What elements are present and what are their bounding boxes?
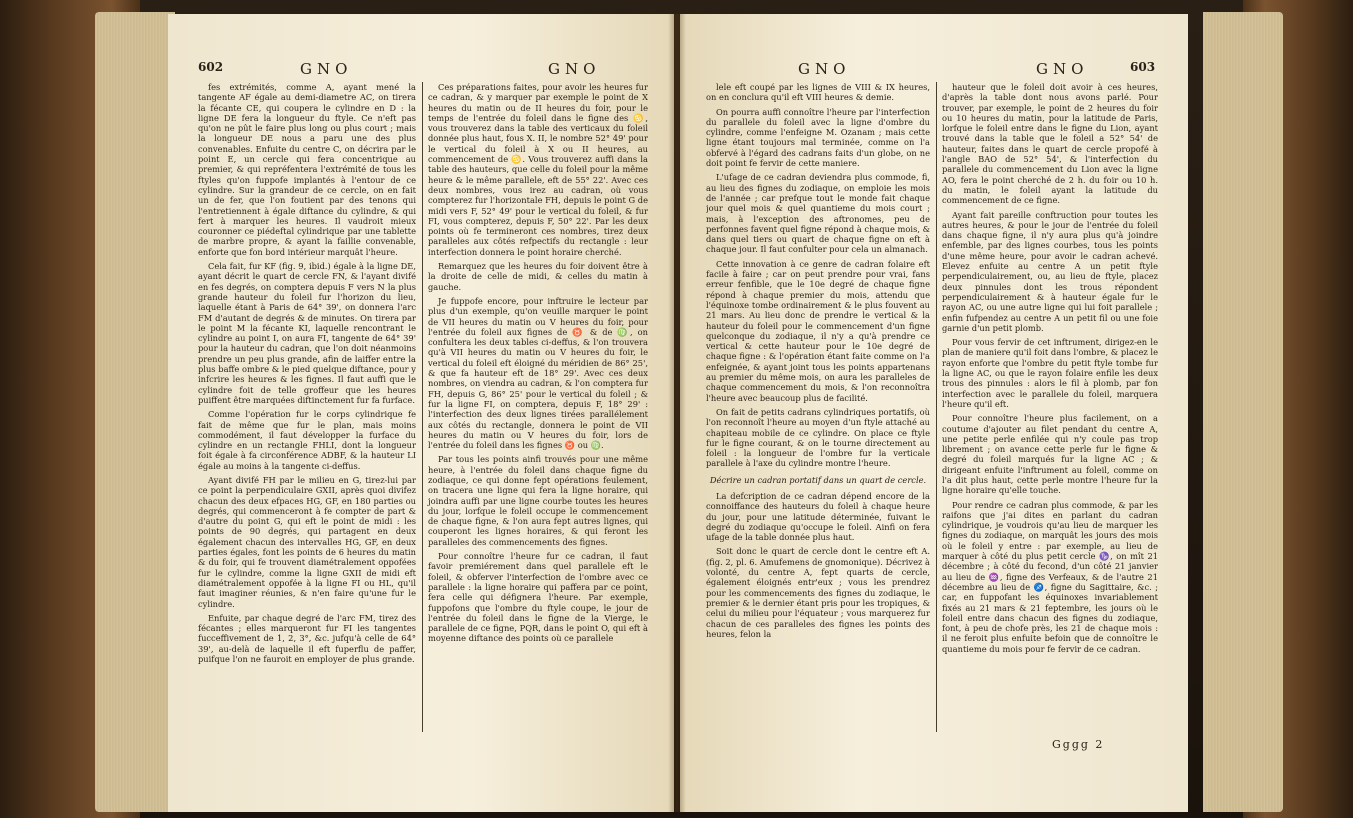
right-page-column-2 [936, 82, 1158, 732]
paragraph: Ayant divifé FH par le milieu en G, tirez-lui par ce point la perpendiculaire GXII, après quoi divifez chacun des deux efpaces HG, GF, en 180 parties ou degrés, qui commenceront à fe compter de part & d'autre du point G, qui eft le point de midi : les points de 90 degrés, qui partagent en deux également chacun des intervalles HG, GF, en deux parties égales, font les points de 6 heures du matin & du foir, qui fe trouvent diamétralement oppofées fur le cylindre, comme la ligne GXII de midi eft diamétralement oppofée à la ligne FI ou HL, qu'il faut imaginer réunies, & n'en faire qu'une fur le cylindre. [198, 474, 416, 609]
paragraph: Je fuppofe encore, pour inftruire le lecteur par plus d'un exemple, qu'on veuille marquer le point de VII heures du matin ou V heures du foir, pour l'entrée du foleil aux fignes de ♉ & de ♍, on confultera les deux tables ci-deffus, & l'on trouvera qu'à VII heures du matin ou V heures du foir, le vertical du foleil eft éloigné du méridien de 86° 25', & que fa hauteur eft de 18° 29'. Avec ces deux nombres, on viendra au cadran, & l'on comptera fur FH, depuis G, 86° 25' pour le vertical du foleil ; & fur la ligne FI, on comptera, depuis F, 18° 29' : l'interfection des deux lignes tirées parallélement aux côtés du rectangle, donnera le point de VII heures du matin ou V heures du foir, lors de l'entrée du foleil dans les fignes ♉ ou ♍. [428, 295, 648, 451]
section-heading: Décrire un cadran portatif dans un quart de cercle. [709, 474, 927, 485]
paragraph: Pour vous fervir de cet inftrument, dirigez-en le plan de maniere qu'il foit dans l'ombre, & placez le rayon enforte que l'ombre du petit ftyle tombe fur la ligne AC, ou que le rayon folaire enfile les deux trous des pinnules : alors le fil à plomb, par fon interfection avec le parallele du foleil, marquera l'heure qu'il eft. [942, 337, 1158, 409]
left-running-head-2: GNO [548, 60, 601, 78]
left-page-column-1 [198, 82, 416, 732]
paragraph: Ces préparations faites, pour avoir les heures fur ce cadran, & y marquer par exemple le point de X heures du matin ou de II heures du foir, pour le temps de l'entrée du foleil dans le figne des ♋, vous trouverez dans la table des verticaux du foleil donnée plus haut, fous X. II, le nombre 52° 49' pour le vertical du foleil à X ou II heures, au commencement de ♋. Vous trouverez auffi dans la table des hauteurs, que celle du foleil pour la même heure & le même parallele, eft de 55° 22'. Avec ces deux nombres, vous irez au cadran, où vous compterez fur l'horizontale FH, depuis le point G de midi vers F, 52° 49' pour le vertical du foleil, & fur FI, vous compterez, depuis F, 50° 22'. Par les deux points où fe termineront ces nombres, tirez deux paralleles aux côtés refpectifs du rectangle : leur interfection donnera le point horaire cherché. [428, 82, 648, 257]
left-page-column-2 [422, 82, 648, 732]
paragraph: Ayant fait pareille conftruction pour toutes les autres heures, & pour le jour de l'entrée du foleil dans chaque figne, il n'y aura plus qu'à joindre enfemble, par des lignes courbes, tous les points d'une même heure, pour avoir le cadran achevé. Elevez enfuite au centre A un petit ftyle perpendiculairement, ou, au lieu de ftyle, placez deux pinnules dont les trous répondent perpendiculairement & à hauteur égale fur le rayon AC, ou une autre ligne qui lui foit parallele ; enfin fufpendez au centre A un petit fil ou une foie garnie d'un petit plomb. [942, 209, 1158, 333]
paragraph: Soit donc le quart de cercle dont le centre eft A. (fig. 2, pl. 6. Amufemens de gnomonique). Décrivez à volonté, du centre A, fept quarts de cercle, également éloignés entr'eux ; vous les prendrez pour les commencements des fignes du zodiaque, le premier & le dernier étant pris pour les tropiques, & celui du milieu pour l'équateur ; vous marquerez fur chacun de ces paralleles des fignes les points des heures, felon la [706, 546, 930, 639]
paragraph: On fait de petits cadrans cylindriques portatifs, où l'on reconnoît l'heure au moyen d'un ftyle attaché au chapiteau mobile de ce cylindre. On place ce ftyle fur le figne courant, & on le tourne directement au foleil : la longueur de l'ombre fur la verticale parallele à l'axe du cylindre montre l'heure. [706, 406, 930, 469]
right-page-number: 603 [1130, 60, 1156, 74]
left-page-number: 602 [198, 60, 224, 74]
paragraph: Pour rendre ce cadran plus commode, & par les raifons que j'ai dites en parlant du cadran cylindrique, je voudrois qu'au lieu de marquer les fignes du zodiaque, on marquât les jours des mois où le foleil y entre : par exemple, au lieu de marquer à côté du plus petit cercle ♑, on mît 21 décembre ; à côté du fecond, d'un côté 21 janvier au lieu de ♒, figne des Verfeaux, & de l'autre 21 décembre au lieu de ♐, figne du Sagittaire, &c. ; car, en fuppofant les équinoxes invariablement fixés au 21 mars & 21 feptembre, les jours où le foleil entre dans chacun des fignes du zodiaque, font, à peu de chofe près, les 21 de chaque mois : il ne feroit plus enfuite befoin que de connoître le quantieme du mois pour fe fervir de ce cadran. [942, 499, 1158, 654]
signature-mark: Gggg 2 [1052, 738, 1105, 751]
right-page-header [680, 60, 1188, 82]
paragraph: Pour connoître l'heure plus facilement, on a coutume d'ajouter au filet pendant du centre A, une petite perle enfilée qui n'y coule pas trop librement ; on avance cette perle fur le figne & degré du foleil marqués fur la ligne AC ; & dirigeant enfuite l'inftrument au foleil, comme on l'a dit plus haut, cette perle montre l'heure fur la ligne horaire qu'elle touche. [942, 413, 1158, 496]
right-page-column-1 [706, 82, 930, 732]
paragraph: Cela fait, fur KF (fig. 9, ibid.) égale à la ligne DE, ayant décrit le quart de cercle FN, & l'ayant divifé en fes degrés, on comptera depuis F vers N la plus grande hauteur du foleil fur l'horizon du lieu, laquelle étant à Paris de 64° 39', on donnera l'arc FM d'autant de degrés & de minutes. On tirera par le point M la fécante KI, laquelle rencontrant le cylindre au point I, on aura FI, tangente de 64° 39' pour la hauteur du cadran, que l'on doit néanmoins prendre un peu plus grande, afin de laiffer entre la plus baffe ombre & le pied quelque diftance, pour y infcrire les heures & les fignes. Il faut auffi que le cylindre foit de telle groffeur que les heures puiffent être marquées diftinctement fur fa furface. [198, 261, 416, 405]
right-running-head-2: GNO [1036, 60, 1089, 78]
paragraph: Enfuite, par chaque degré de l'arc FM, tirez des fécantes ; elles marqueront fur FI les tangentes fucceffivement de 1, 2, 3°, &c. jufqu'à celle de 64° 39', au-delà de laquelle il eft fuperflu de paffer, puifque l'on ne fauroit en employer de plus grande. [198, 612, 416, 665]
right-running-head-1: GNO [798, 60, 851, 78]
paragraph: Par tous les points ainfi trouvés pour une même heure, à l'entrée du foleil dans chaque figne du zodiaque, ce qui donne fept opérations feulement, on tracera une ligne qui fera la ligne horaire, qui joindra auffi par une ligne courbe toutes les heures du jour, lorfque le foleil occupe le commencement de chaque figne, & l'on aura fept autres lignes, qui couperont les lignes horaires, & qui feront les paralleles des commencements des fignes. [428, 454, 648, 547]
right-page [680, 14, 1188, 812]
left-running-head-1: GNO [300, 60, 353, 78]
paragraph: La defcription de ce cadran dépend encore de la connoiffance des hauteurs du foleil à chaque heure du jour, pour une latitude déterminée, fuivant le degré du zodiaque qu'occupe le foleil. Ainfi on fera ufage de la table donnée plus haut. [706, 490, 930, 543]
page-edges-left [95, 12, 175, 812]
paragraph: fes extrémités, comme A, ayant mené la tangente AF égale au demi-diametre AC, on tirera la fécante CE, qui coupera le cylindre en D : la ligne DE fera la longueur du ftyle. Ce n'eft pas qu'on ne pût le faire plus long ou plus court ; mais la longueur DE nous a paru une des plus convenables. Enfuite du centre C, on décrira par le point E, un cercle qui fera concentrique au premier, & qui repréfentera l'extrémité de tous les ftyles qu'on fuppofe implantés à l'entour de ce cylindre. Sur la grandeur de ce cercle, on en fait un de fer, que l'on foutient par des tenons qui l'entretiennent à égale diftance du cylindre, & qui fert à marquer les heures. Il vaudroit mieux couronner ce piédeftal cylindrique par une tablette de marbre propre, & ayant la faillie convenable, enforte que fon bord intérieur marquât l'heure. [198, 82, 416, 257]
paragraph: L'ufage de ce cadran deviendra plus commode, fi, au lieu des fignes du zodiaque, on emploie les mois de l'année ; car prefque tout le monde fait chaque jour quel mois & quel quantieme du mois court ; mais, à l'exception des aftronomes, peu de perfonnes favent quel figne répond à chaque mois, & dans quel tiers ou quart de chaque figne on eft à chaque jour. Il faut confulter pour cela un almanach. [706, 172, 930, 255]
paragraph: On pourra auffi connoître l'heure par l'interfection du parallele du foleil avec la ligne d'ombre du cylindre, comme l'enfeigne M. Ozanam ; mais cette ligne étant toujours mal terminée, comme on l'a obfervé à l'égard des cadrans faits d'un globe, on ne doit point fe fervir de cette maniere. [706, 106, 930, 169]
left-page [168, 14, 674, 812]
paragraph: hauteur que le foleil doit avoir à ces heures, d'après la table dont nous avons parlé. Pour trouver, par exemple, le point de 2 heures du foir ou 10 heures du matin, pour la latitude de Paris, lorfque le foleil entre dans le figne du Lion, ayant trouvé dans la table que le foleil a 52° 54' de hauteur, faites dans le quart de cercle propofé à l'angle BAO de 52° 54', & l'interfection du parallele du commencement du Lion avec la ligne AO, fera le point cherché de 2 h. du foir ou 10 h. du matin, le foleil ayant la latitude du commencement de ce figne. [942, 82, 1158, 206]
paragraph: Cette innovation à ce genre de cadran folaire eft facile à faire ; car on peut prendre pour vrai, fans erreur fenfible, que le 10e degré de chaque figne répond à chaque premier du mois, attendu que l'équinoxe tombe ordinairement & le plus fouvent au 21 mars. Au lieu donc de prendre le vertical & la hauteur du foleil pour le commencement d'un figne quelconque du zodiaque, il n'y a qu'à prendre ce vertical & cette hauteur pour le 10e degré de chaque figne : & l'opération étant faite comme on l'a enfeignée, & ayant joint tous les points appartenans au premier du même mois, on aura les paralleles de chaque commencement du mois, & l'on reconnoîtra l'heure avec beaucoup plus de facilité. [706, 258, 930, 403]
left-page-header [168, 60, 674, 82]
paragraph: Comme l'opération fur le corps cylindrique fe fait de même que fur le plan, mais moins commodément, il faut développer la furface du cylindre en un rectangle FHLI, dont la longueur foit égale à fa circonférence ADBF, & la hauteur LI égale au moins à la tangente ci-deffus. [198, 409, 416, 471]
page-edges-right [1203, 12, 1283, 812]
paragraph: lele eft coupé par les lignes de VIII & IX heures, on en conclura qu'il eft VIII heures & demie. [706, 82, 930, 103]
paragraph: Remarquez que les heures du foir doivent être à la droite de celle de midi, & celles du matin à gauche. [428, 261, 648, 292]
book-gutter [668, 14, 686, 812]
paragraph: Pour connoître l'heure fur ce cadran, il faut favoir premiérement dans quel parallele eft le foleil, & obferver l'interfection de l'ombre avec ce parallele : la ligne horaire qui paffera par ce point, fera celle qui défignera l'heure. Par exemple, fuppofons que l'ombre du ftyle coupe, le jour de l'entrée du foleil dans le figne de la Vierge, le parallele de ce figne, PQR, dans le point O, qui eft à moyenne diftance des points où ce parallele [428, 551, 648, 644]
